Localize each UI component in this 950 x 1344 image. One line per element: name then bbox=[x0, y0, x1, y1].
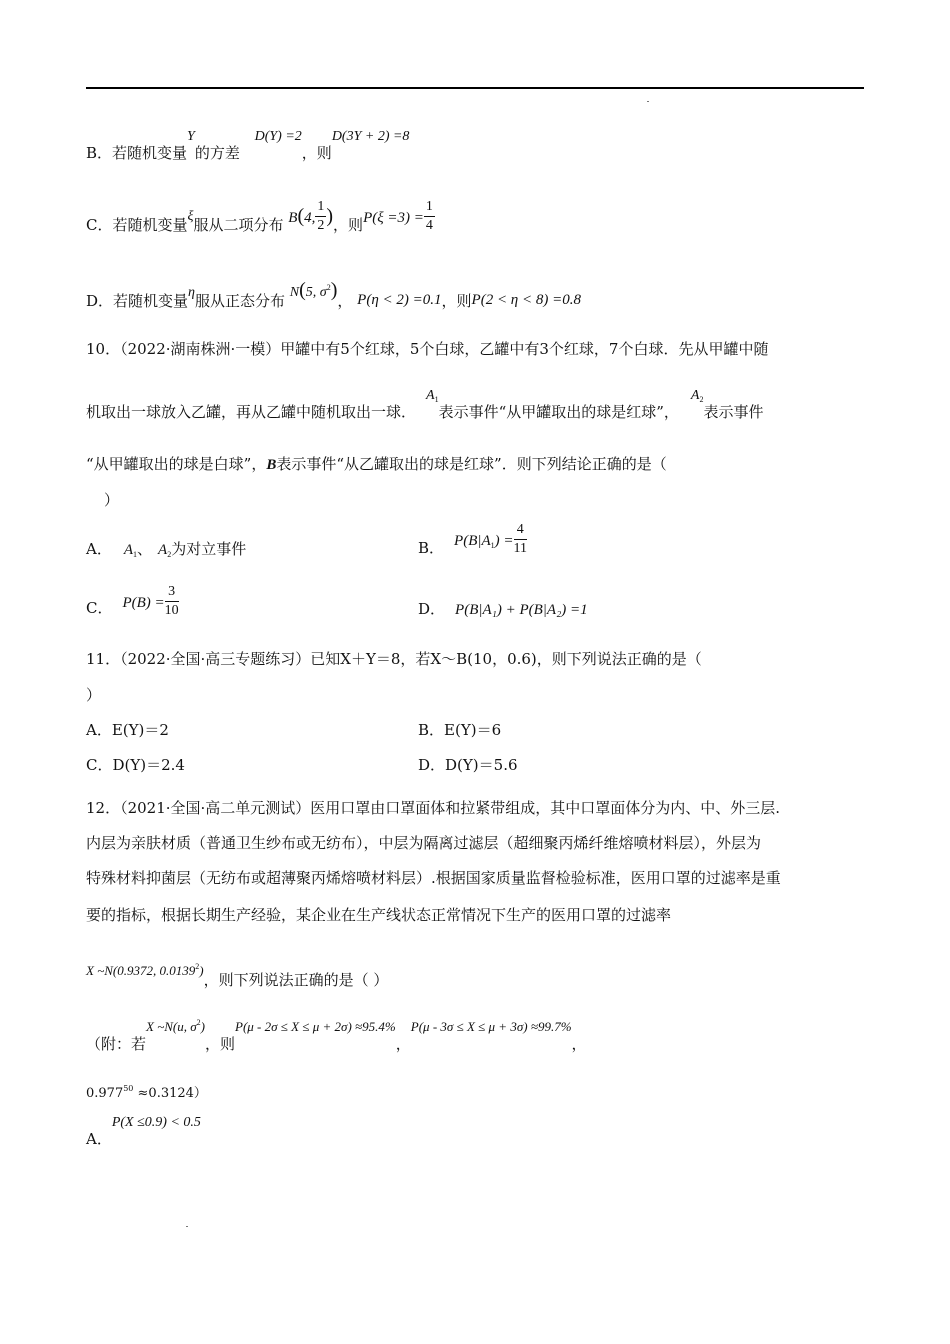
q11-option-d: D．D(Y)＝5.6 bbox=[418, 756, 518, 774]
q12-line1: 12．（2021·全国·高二单元测试）医用口罩由口罩面体和拉紧带组成，其中口罩面体分为内、中、外三层. bbox=[86, 799, 781, 817]
option-b-line: B．若随机变量Y的方差 D(Y) =2，则D(3Y + 2) =8 bbox=[86, 129, 410, 162]
q10-line1: 10．（2022·湖南株洲·一模）甲罐中有5个红球，5个白球，乙罐中有3个红球，7个白球．先从甲罐中随 bbox=[86, 340, 769, 358]
speck bbox=[186, 1226, 188, 1227]
q11-line1: 11．（2022·全国·高三专题练习）已知X＋Y＝8，若X～B(10，0.6)，则下列说法正确的是（ bbox=[86, 650, 702, 668]
option-c-line: C．若随机变量ξ服从二项分布 B(4, $\frac{1}{2}$ )，则P(ξ =3) = $\frac{1}{4}$ bbox=[86, 199, 433, 234]
q10-line2: 机取出一球放入乙罐，再从乙罐中随机取出一球．$A_1$表示事件“从甲罐取出的球是红球”，$A_2$表示事件 bbox=[86, 388, 764, 421]
q12-note-line2: $0.977^{50} \approx 0.3124$） bbox=[86, 1084, 207, 1101]
q10-option-c: C． P(B) = $\frac{3}{10}$ bbox=[86, 584, 179, 619]
q11-option-a: A．E(Y)＝2 bbox=[86, 721, 169, 739]
speck bbox=[647, 101, 649, 102]
q12-option-a: A．P(X ≤0.9) < 0.5 bbox=[86, 1115, 201, 1148]
q12-note-line: （附：若X ~N(u, $\sigma^2$)，则P(μ - 2σ ≤ X ≤ μ + 2σ) ≈95.4%，P(μ - 3σ ≤ X ≤ μ + 3σ) ≈99.7%， bbox=[86, 1018, 587, 1053]
q11-line2: ） bbox=[86, 686, 102, 704]
q10-line3: “从甲罐取出的球是白球”，B表示事件“从乙罐取出的球是红球”．则下列结论正确的是（ bbox=[86, 455, 667, 473]
option-d-line: D．若随机变量η服从正态分布 N(5, $\sigma^2$)， P(η < 2) =0.1，则P(2 < η < 8) =0.8 bbox=[86, 279, 581, 310]
q12-line3: 特殊材料抑菌层（无纺布或超薄聚丙烯熔喷材料层）.根据国家质量监督检验标准，医用口罩的过滤率是重 bbox=[86, 869, 781, 887]
q11-option-c: C．D(Y)＝2.4 bbox=[86, 756, 185, 774]
q10-option-a: A． $A_1$、 $A_2$为对立事件 bbox=[86, 540, 247, 559]
q10-line4: ） bbox=[104, 491, 120, 509]
q12-line5: X ~N(0.9372, 0.0139$^2$)，则下列说法正确的是（ ） bbox=[86, 962, 389, 989]
q12-line4: 要的指标，根据长期生产经验，某企业在生产线状态正常情况下生产的医用口罩的过滤率 bbox=[86, 906, 672, 924]
q12-line2: 内层为亲肤材质（普通卫生纱布或无纺布），中层为隔离过滤层（超细聚丙烯纤维熔喷材料层），外层为 bbox=[86, 834, 762, 852]
q10-option-d: D． P(B|A₁) + P(B|A₂) =1 bbox=[418, 600, 588, 618]
q10-option-b: B． $P(B|A_1)$ = $\frac{4}{11}$ bbox=[418, 522, 527, 557]
header-rule bbox=[86, 87, 864, 89]
q11-option-b: B．E(Y)＝6 bbox=[418, 721, 502, 739]
